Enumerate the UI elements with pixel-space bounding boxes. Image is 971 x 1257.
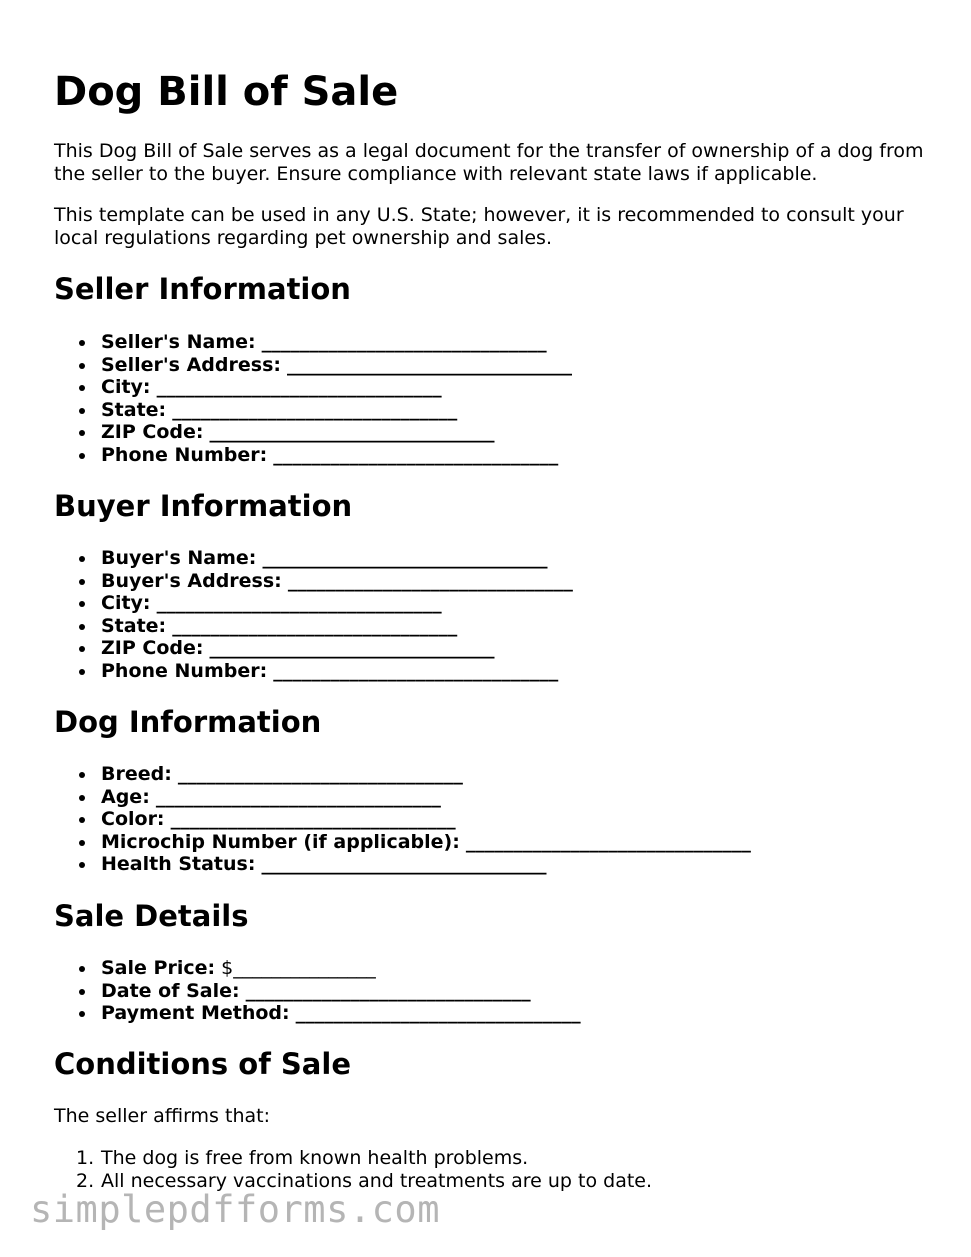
watermark: simplepdfforms.com <box>30 1188 440 1231</box>
dog-microchip-blank[interactable]: ______________________________ <box>465 830 751 853</box>
list-item <box>54 376 572 399</box>
list-item <box>54 763 751 786</box>
list-item <box>54 1147 652 1170</box>
list-item <box>54 354 572 377</box>
field-label: Buyer's Address: <box>101 569 282 592</box>
field-label: Phone Number: <box>101 659 268 682</box>
field-label: Phone Number: <box>101 443 268 466</box>
list-item <box>54 831 751 854</box>
field-label: Buyer's Name: <box>101 547 257 569</box>
dog-health-blank[interactable]: ______________________________ <box>261 853 547 876</box>
conditions-section-heading: Conditions of Sale <box>54 1047 351 1081</box>
dog-breed-blank[interactable]: ______________________________ <box>177 763 463 785</box>
buyer-state-blank[interactable]: ______________________________ <box>172 614 458 637</box>
seller-name-blank[interactable]: ______________________________ <box>261 331 547 353</box>
condition-text: All necessary vaccinations and treatments are up to date. <box>101 1169 653 1192</box>
list-number: 2. <box>76 1169 95 1192</box>
buyer-field-list <box>54 547 573 683</box>
buyer-name-blank[interactable]: ______________________________ <box>262 547 548 569</box>
dog-age-blank[interactable]: ______________________________ <box>155 785 441 808</box>
field-label: Health Status: <box>101 853 256 876</box>
field-label: ZIP Code: <box>101 421 204 444</box>
seller-state-blank[interactable]: ______________________________ <box>172 398 458 421</box>
field-label: Breed: <box>101 763 172 785</box>
list-item <box>54 399 572 422</box>
sale-section-heading: Sale Details <box>54 899 249 933</box>
dog-section-heading: Dog Information <box>54 705 322 739</box>
buyer-zip-blank[interactable]: ______________________________ <box>209 637 495 660</box>
list-item <box>54 444 572 467</box>
sale-date-blank[interactable]: ______________________________ <box>245 979 531 1002</box>
conditions-lead: The seller affirms that: <box>54 1105 270 1127</box>
seller-city-blank[interactable]: ______________________________ <box>156 376 442 399</box>
sale-field-list <box>54 957 581 1025</box>
list-item <box>54 786 751 809</box>
field-label: Color: <box>101 808 165 831</box>
seller-field-list <box>54 331 572 467</box>
field-label: Payment Method: <box>101 1002 290 1025</box>
intro-paragraph-2: This template can be used in any U.S. State; however, it is recommended to consult your local regulations regarding pet ownership and sales. <box>54 204 904 249</box>
list-item <box>54 592 573 615</box>
seller-phone-blank[interactable]: ______________________________ <box>273 443 559 466</box>
list-item <box>54 570 573 593</box>
field-label: Sale Price: <box>101 957 216 979</box>
intro-paragraph-1: This Dog Bill of Sale serves as a legal document for the transfer of ownership of a dog from the seller to the buyer. Ensure compliance with relevant state laws if applicable. <box>54 140 924 185</box>
buyer-address-blank[interactable]: ______________________________ <box>287 569 573 592</box>
list-item <box>54 980 581 1003</box>
seller-zip-blank[interactable]: ______________________________ <box>209 421 495 444</box>
list-item <box>54 421 572 444</box>
condition-text: The dog is free from known health problems. <box>101 1147 529 1169</box>
buyer-city-blank[interactable]: ______________________________ <box>156 592 442 615</box>
list-number: 1. <box>76 1147 95 1169</box>
field-label: Seller's Name: <box>101 331 256 353</box>
field-label: State: <box>101 614 167 637</box>
conditions-list <box>54 1147 652 1192</box>
seller-section-heading: Seller Information <box>54 272 351 306</box>
buyer-section-heading: Buyer Information <box>54 489 353 523</box>
list-item <box>54 615 573 638</box>
list-item <box>54 637 573 660</box>
document-title: Dog Bill of Sale <box>54 69 399 115</box>
list-item <box>54 808 751 831</box>
field-label: State: <box>101 398 167 421</box>
dog-field-list <box>54 763 751 876</box>
list-item <box>54 957 581 980</box>
field-label: Age: <box>101 785 150 808</box>
list-item <box>54 1002 581 1025</box>
sale-price-blank[interactable]: _______________ <box>233 957 376 979</box>
field-label: Date of Sale: <box>101 979 240 1002</box>
field-label: City: <box>101 376 151 399</box>
seller-address-blank[interactable]: ______________________________ <box>287 353 573 376</box>
list-item <box>54 853 751 876</box>
payment-method-blank[interactable]: ______________________________ <box>295 1002 581 1025</box>
dog-color-blank[interactable]: ______________________________ <box>170 808 456 831</box>
field-label: City: <box>101 592 151 615</box>
field-label: Seller's Address: <box>101 353 281 376</box>
field-label: ZIP Code: <box>101 637 204 660</box>
currency-symbol: $ <box>221 957 234 979</box>
list-item <box>54 331 572 354</box>
list-item <box>54 547 573 570</box>
field-label: Microchip Number (if applicable): <box>101 830 460 853</box>
list-item <box>54 660 573 683</box>
buyer-phone-blank[interactable]: ______________________________ <box>273 659 559 682</box>
